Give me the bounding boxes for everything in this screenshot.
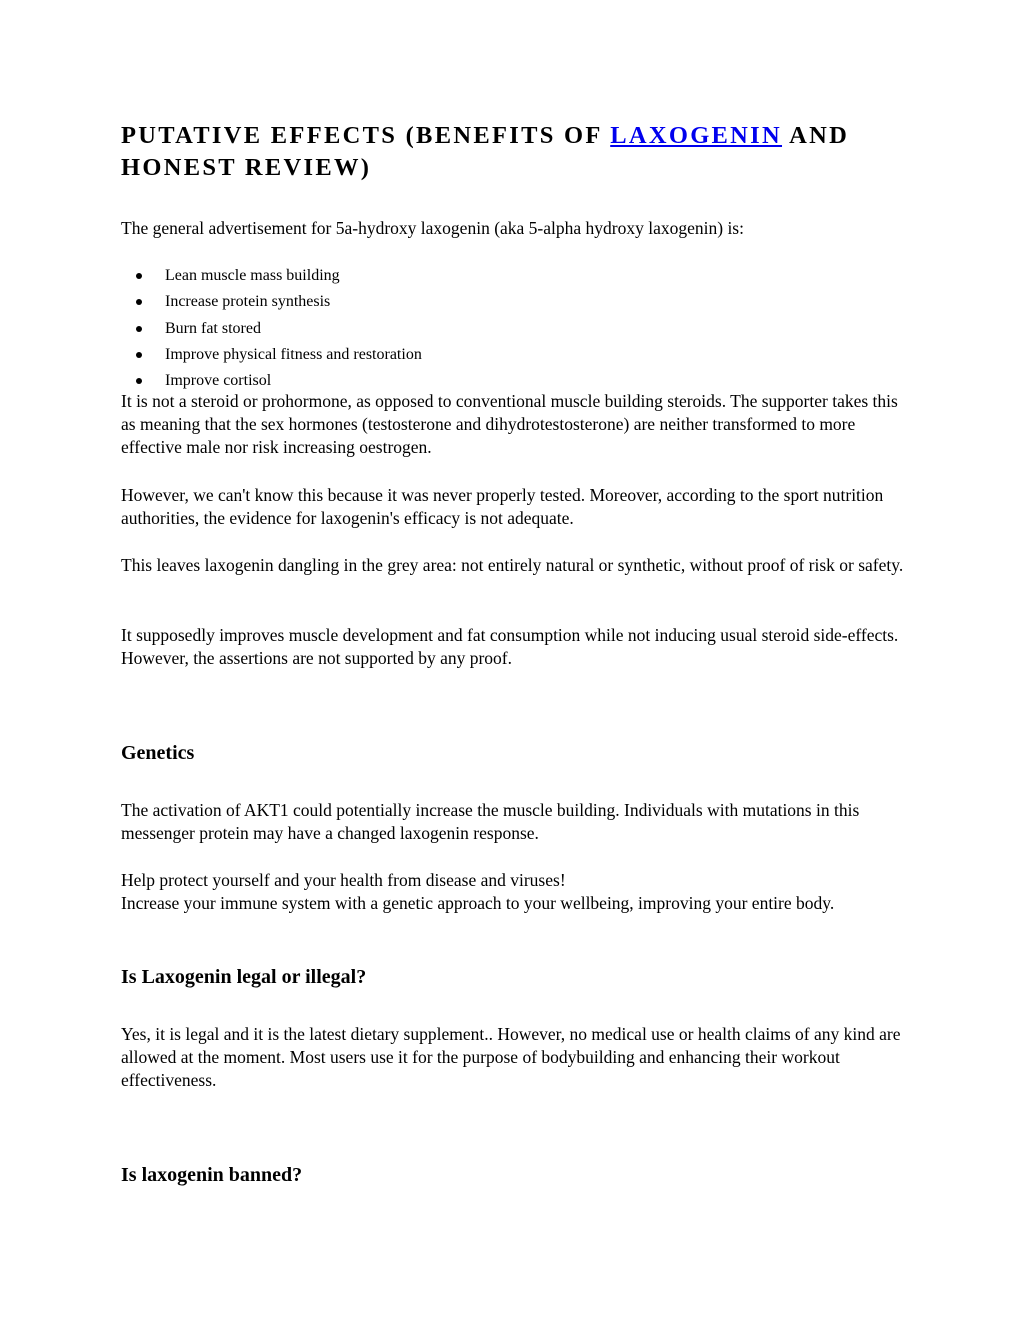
title-suffix: AND HONEST REVIEW) [121, 122, 850, 181]
banned-heading: Is laxogenin banned? [121, 1164, 303, 1186]
bullet-icon [136, 326, 142, 332]
list-item [121, 289, 881, 315]
legal-paragraph: Yes, it is legal and it is the latest dietary supplement.. However, no medical use or health claims of any kind are allowed at the moment. Most users use it for the purpose of bodybuilding and enhancing their workout effectiveness. [121, 1024, 901, 1090]
grey-area-paragraph: This leaves laxogenin dangling in the grey area: not entirely natural or synthetic, without proof of risk or safety. [121, 555, 904, 575]
bullet-icon [136, 378, 142, 384]
page-title [121, 120, 921, 184]
list-item-text: Burn fat stored [165, 319, 261, 337]
list-item-text: Increase protein synthesis [165, 293, 331, 311]
list-item-text: Improve physical fitness and restoration [165, 345, 422, 363]
intro-paragraph: The general advertisement for 5a-hydroxy laxogenin (aka 5-alpha hydroxy laxogenin) is: [121, 218, 744, 238]
claims-paragraph: It supposedly improves muscle development and fat consumption while not inducing usual steroid side-effects. However, the assertions are not supported by any proof. [121, 625, 899, 668]
immune-cta-line-1: Help protect yourself and your health from disease and viruses! [121, 870, 566, 890]
bullet-icon [136, 352, 142, 358]
legal-heading: Is Laxogenin legal or illegal? [121, 966, 367, 988]
immune-cta-line-2: Increase your immune system with a genetic approach to your wellbeing, improving your entire body. [121, 893, 835, 913]
testing-paragraph: However, we can't know this because it was never properly tested. Moreover, according to the sport nutrition authorities, the evidence for laxogenin's efficacy is not adequate. [121, 485, 884, 528]
benefits-list [121, 263, 881, 394]
genetics-heading: Genetics [121, 742, 195, 764]
list-item [121, 342, 881, 368]
bullet-icon [136, 299, 142, 305]
genetics-paragraph: The activation of AKT1 could potentially increase the muscle building. Individuals with mutations in this messenger protein may have a changed laxogenin response. [121, 800, 860, 843]
list-item-text: Improve cortisol [165, 372, 272, 390]
list-item [121, 316, 881, 342]
laxogenin-link[interactable]: LAXOGENIN [610, 122, 783, 149]
steroid-paragraph: It is not a steroid or prohormone, as opposed to conventional muscle building steroids. The supporter takes this as meaning that the sex hormones (testosterone and dihydrotestosterone) are neither transformed to more effective male nor risk increasing oestrogen. [121, 391, 898, 457]
title-prefix: PUTATIVE EFFECTS (BENEFITS OF [121, 122, 611, 149]
list-item-text: Lean muscle mass building [165, 267, 340, 284]
bullet-icon [136, 273, 142, 279]
list-item [121, 263, 881, 289]
